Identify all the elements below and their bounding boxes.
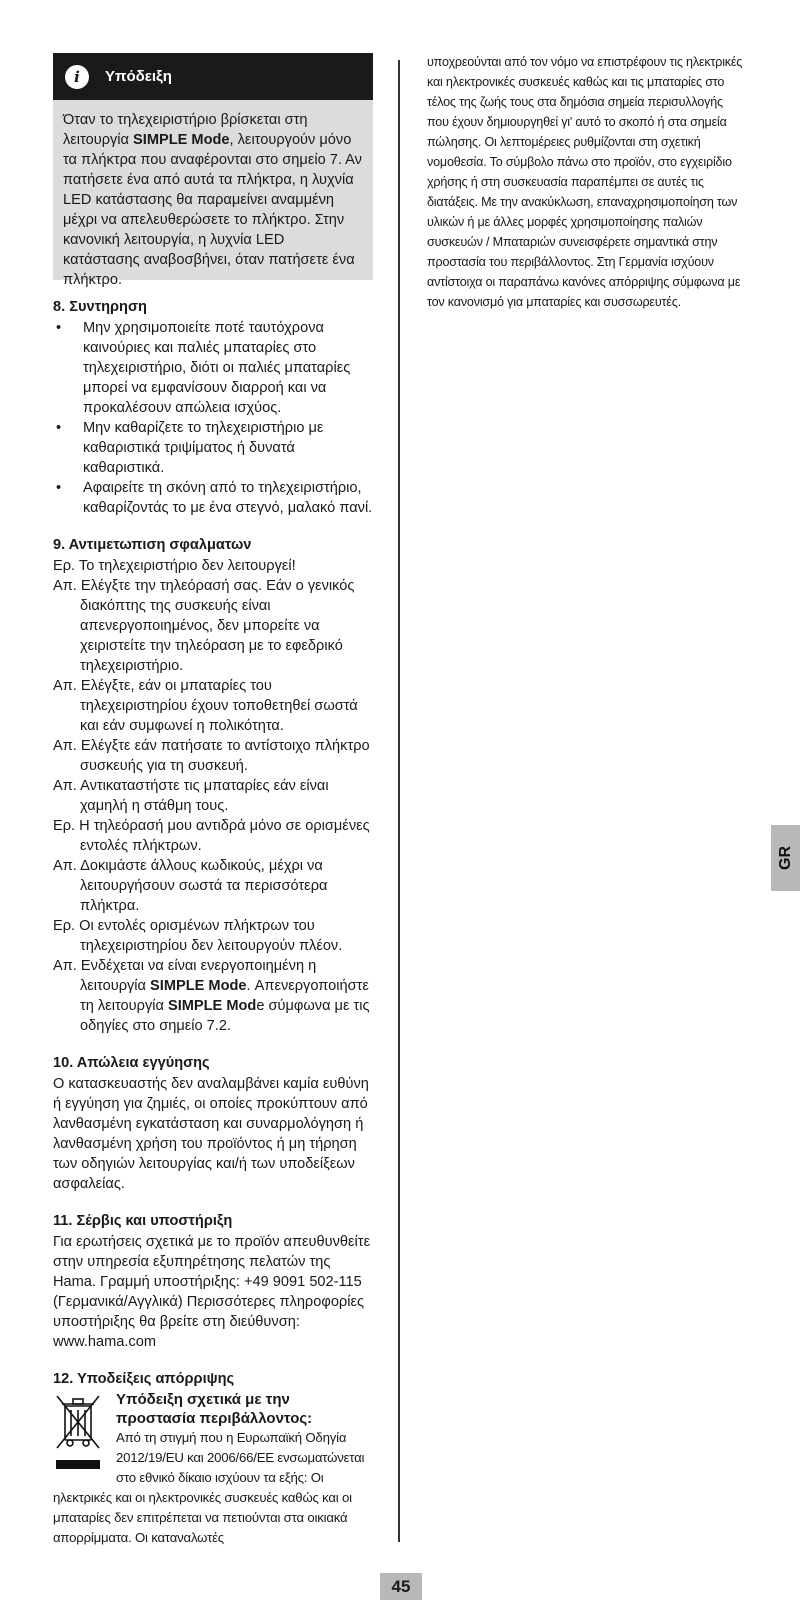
right-column (427, 52, 747, 312)
qa-item: Απ. Ελέγξτε εάν πατήσατε το αντίστοιχο πλήκτρο συσκευής για τη συσκευή. (53, 738, 370, 774)
language-tab: GR (771, 825, 800, 891)
note-body: Όταν το τηλεχειριστήριο βρίσκεται στη λειτουργία SIMPLE Mode, λειτουργούν μόνο τα πλήκτρα που αναφέρονται στο σημείο 7. Αν πατήσετε ένα από αυτά τα πλήκτρα, η λυχνία LED κατάστασης θα παραμείνει αναμμένη μέχρι να απελευθερώσετε το πλήκτρο. Στην κανονική λειτουργία, η λυχνία LED κατάστασης αναβοσβήνει, όταν πατήσετε ένα πλήκτρο. (53, 100, 373, 280)
page-number: 45 (380, 1573, 422, 1600)
column-divider (398, 60, 400, 1542)
list-item: • Μην καθαρίζετε το τηλεχειριστήριο με καθαριστικά τριψίματος ή δυνατά καθαριστικά. (53, 418, 373, 478)
qa-item: Απ. Ελέγξτε, εάν οι μπαταρίες του τηλεχειριστηρίου έχουν τοποθετηθεί σωστά και εάν συμφωνεί η πολικότητα. (53, 678, 358, 734)
qa-item: Απ. Αντικαταστήστε τις μπαταρίες εάν είναι χαμηλή η στάθμη τους. (53, 778, 329, 814)
qa-item: Απ. Δοκιμάστε άλλους κωδικούς, μέχρι να λειτουργήσουν σωστά τα περισσότερα πλήκτρα. (53, 858, 328, 914)
qa-item: Ερ. Το τηλεχειριστήριο δεν λειτουργεί! (53, 558, 296, 574)
disposal-text-right: υποχρεούνται από τον νόμο να επιστρέφουν τις ηλεκτρικές και ηλεκτρονικές συσκευές καθώς και τις μπαταρίες στο τέλος της ζωής τους στα δημόσια σημεία περισυλλογής που έχουν δημιουργηθεί γι' αυτό το σκοπό ή στα σημεία πώλησης. Οι λεπτομέρειες ρυθμίζονται στη σχετική νομοθεσία. Το σύμβολο πάνω στο προϊόν, στο εγχειρίδιο χρήσης ή στη συσκευασία παραπέμπει σε αυτές τις διατάξεις. Με την ανακύκλωση, επαναχρησιμοποίηση των υλικών ή με άλλες μορφές χρησιμοποίησης παλιών συσκευών / Μπαταριών συνεισφέρετε σημαντικά στην προστασία του περιβάλλοντος. Στη Γερμανία ισχύουν αντίστοιχα οι παραπάνω κανόνες απόρριψης σύμφωνα με τον κανονισμό για μπαταρίες και συσσωρευτές. (427, 55, 743, 309)
troubleshooting-list (53, 556, 373, 1036)
list-item: • Αφαιρείτε τη σκόνη από το τηλεχειριστήριο, καθαρίζοντάς το με ένα στεγνό, μαλακό πανί. (53, 478, 373, 518)
disposal-block (53, 1390, 373, 1548)
warranty-text: Ο κατασκευαστής δεν αναλαμβάνει καμία ευθύνη ή εγγύηση για ζημιές, οι οποίες προκύπτουν από λανθασμένη εγκατάσταση και συναρμολόγηση ή λανθασμένη χρήση του προϊόντος ή μη τήρηση των οδηγιών λειτουργίας και/ή των υποδείξεων ασφαλείας. (53, 1076, 369, 1192)
qa-item: Ερ. Οι εντολές ορισμένων πλήκτρων του τηλεχειριστηρίου δεν λειτουργούν πλέον. (53, 918, 343, 954)
section-8-title: 8. Συντηρηση (53, 299, 147, 315)
section-9-title: 9. Αντιμετωπιση σφαλματων (53, 537, 252, 553)
left-column (53, 53, 373, 1548)
note-title: Υπόδειξη (105, 67, 172, 85)
disposal-subtitle: Υπόδειξη σχετικά με την προστασία περιβάλλοντος: (116, 1391, 313, 1427)
service-text: Για ερωτήσεις σχετικά με το προϊόν απευθυνθείτε στην υπηρεσία εξυπηρέτησης πελατών της Hama. Γραμμή υποστήριξης: +49 9091 502-115 (Γερμανικά/Αγγλικά) Περισσότερες πληροφορίες υποστήριξης θα βρείτε στη διεύθυνση: www.hama.com (53, 1234, 371, 1350)
note-header (53, 53, 373, 100)
disposal-text-left: Από τη στιγμή που η Ευρωπαϊκή Οδηγία 2012/19/EU και 2006/66/EE ενσωματώνεται στο εθνικό δίκαιο ισχύουν τα εξής: Οι ηλεκτρικές και οι ηλεκτρονικές συσκευές καθώς και οι μπαταρίες δεν επιτρέπεται να πετιούνται στα οικιακά απορρίμματα. Οι καταναλωτές (53, 1430, 365, 1545)
crossed-bin-icon (53, 1392, 103, 1474)
section-10-title: 10. Απώλεια εγγύησης (53, 1055, 210, 1071)
maintenance-list (53, 318, 373, 518)
list-item: • Μην χρησιμοποιείτε ποτέ ταυτόχρονα καινούριες και παλιές μπαταρίες στο τηλεχειριστήριο, διότι οι παλιές μπαταρίες μπορεί να εμφανίσουν διαρροή και να προκαλέσουν απώλεια ισχύος. (53, 318, 373, 418)
section-11-title: 11. Σέρβις και υποστήριξη (53, 1213, 233, 1229)
qa-item: Ερ. Η τηλεόρασή μου αντιδρά μόνο σε ορισμένες εντολές πλήκτρων. (53, 818, 370, 854)
info-icon: i (65, 65, 89, 89)
qa-item: Απ. Ελέγξτε την τηλεόρασή σας. Εάν ο γενικός διακόπτης της συσκευής είναι απενεργοποιημένος, δεν μπορείτε να χειριστείτε την τηλεόραση με το εφεδρικό τηλεχειριστήριο. (53, 578, 355, 674)
section-12-title: 12. Υποδείξεις απόρριψης (53, 1371, 235, 1387)
qa-item: Απ. Ενδέχεται να είναι ενεργοποιημένη η λειτουργία SIMPLE Mode. Απενεργοποιήστε τη λειτουργία SIMPLE Mode σύμφωνα με τις οδηγίες στο σημείο 7.2. (53, 958, 370, 1034)
